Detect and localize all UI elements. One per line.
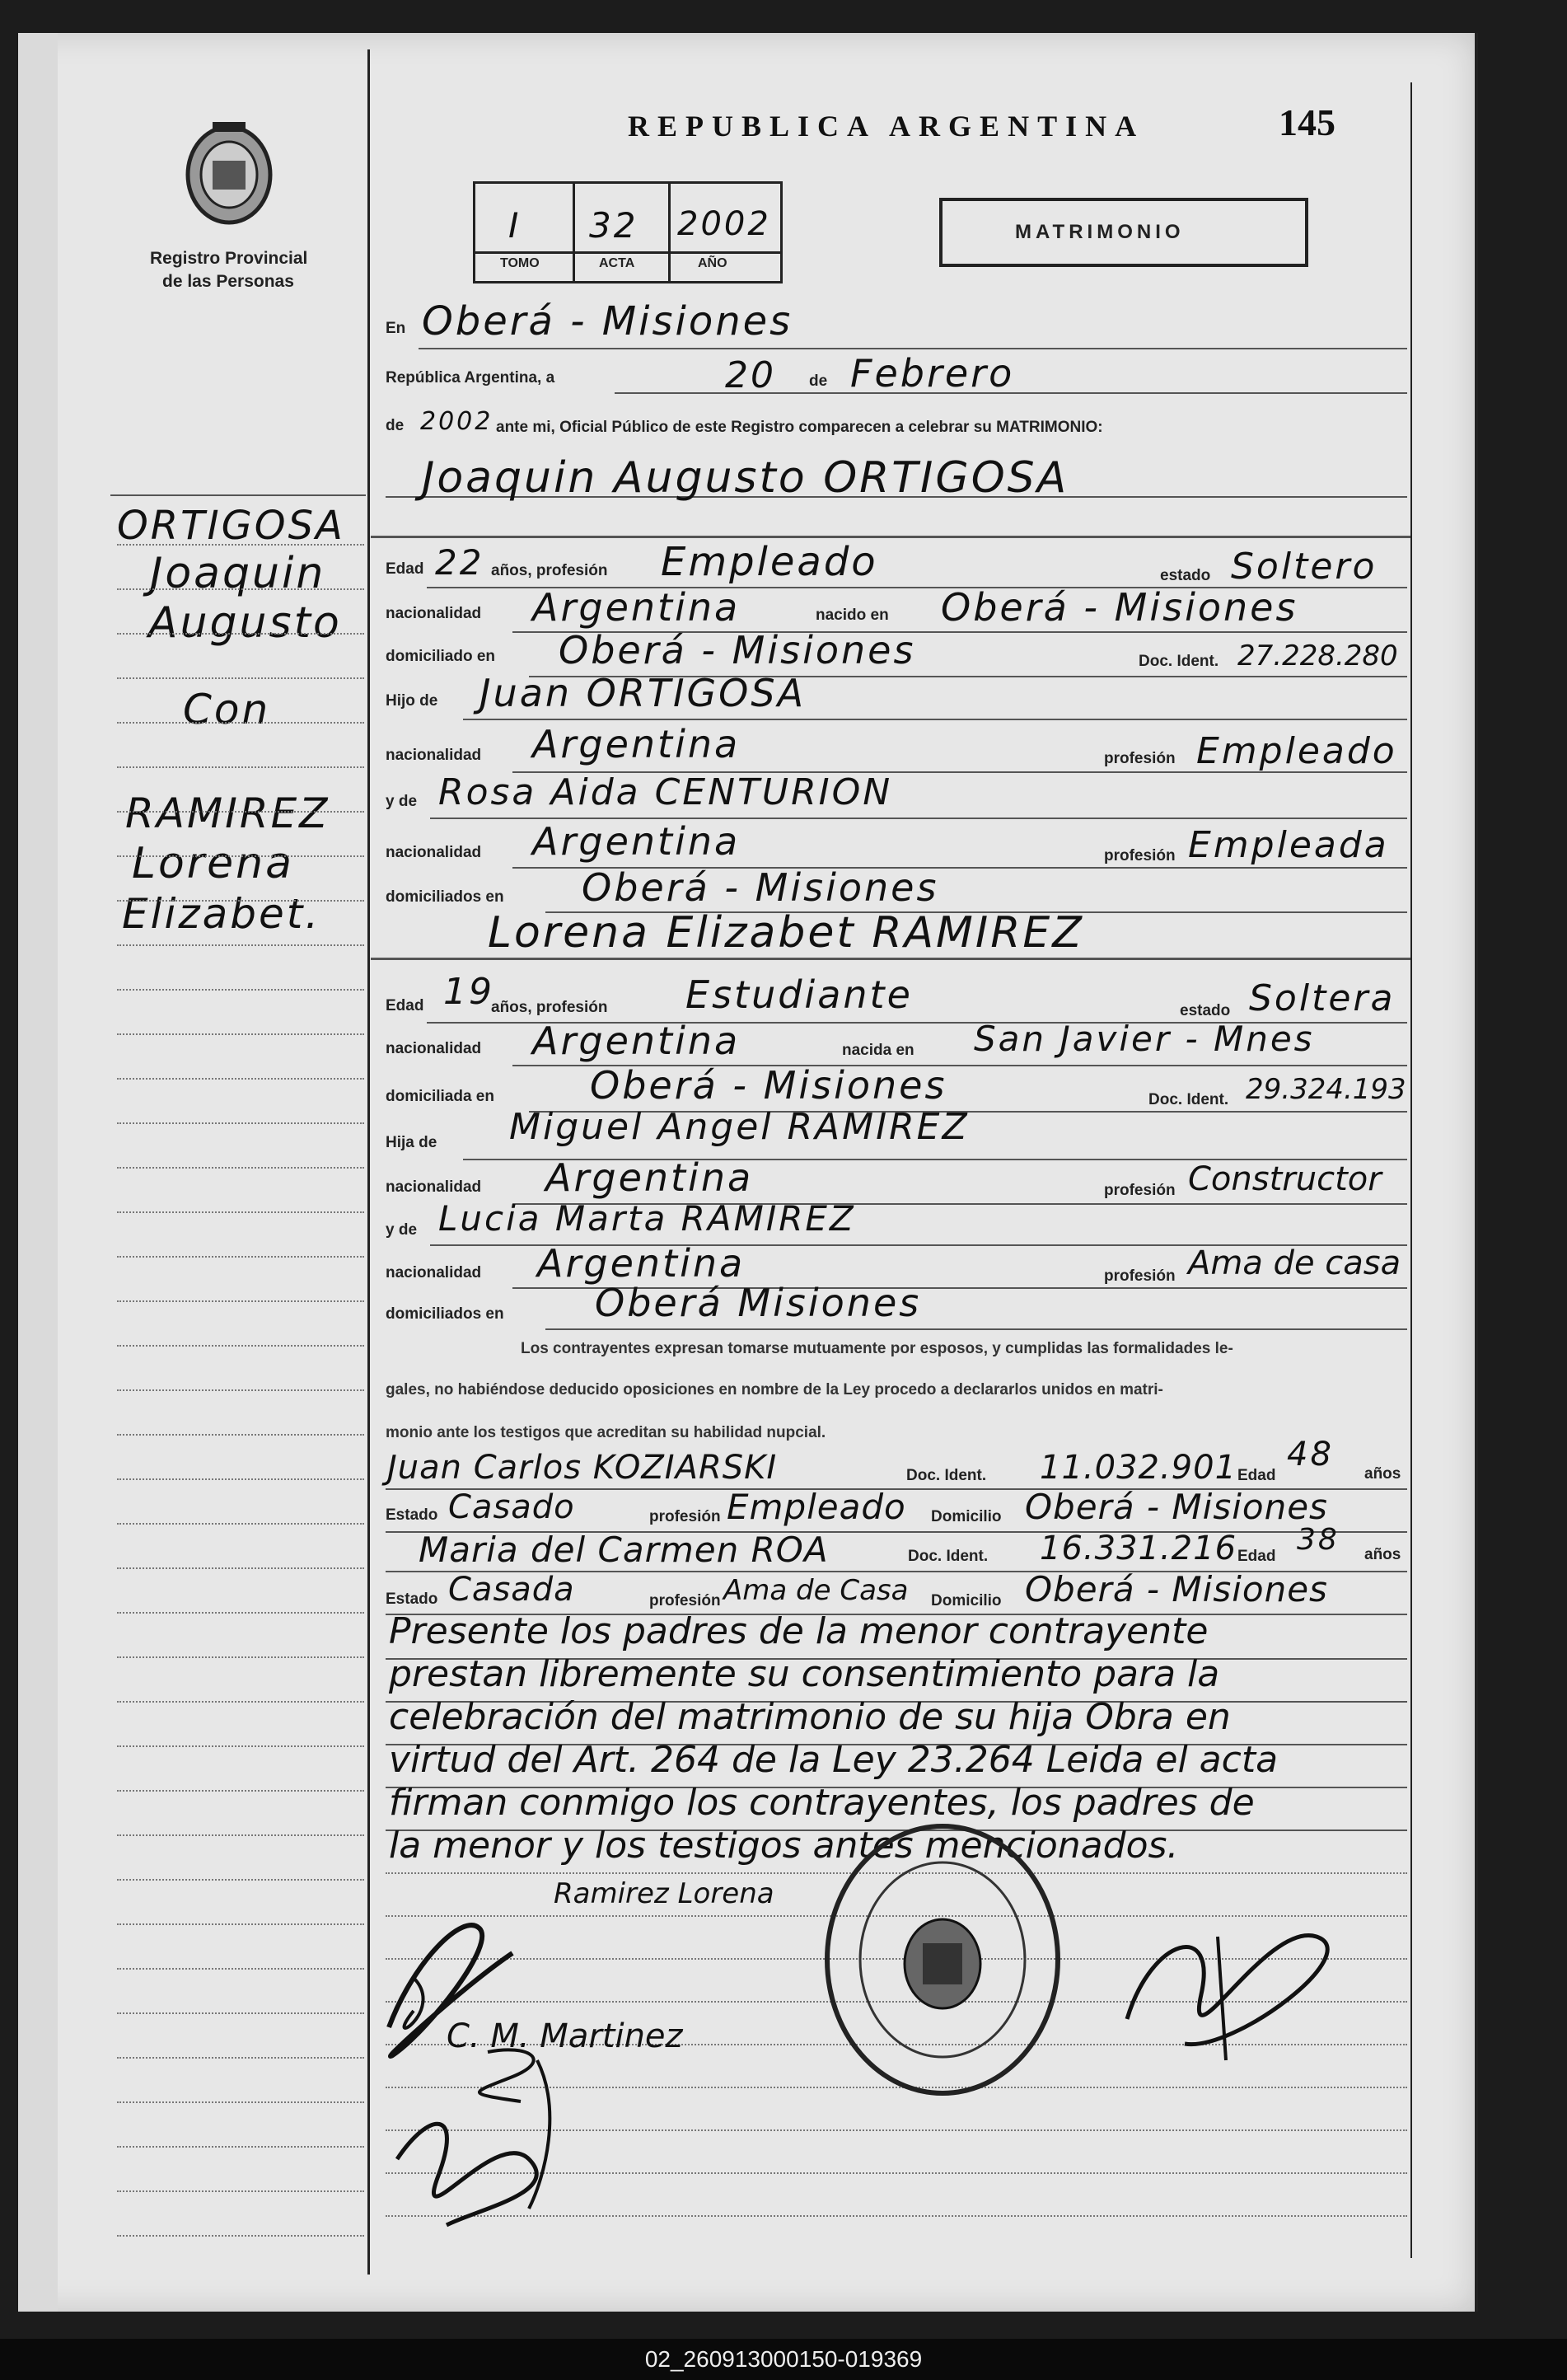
groom-domicile-label: domiciliado en [386, 648, 496, 665]
year-prefix-label: de [386, 417, 405, 434]
bride-domicile: Oberá - Misiones [590, 1063, 947, 1108]
city: Oberá - Misiones [422, 298, 793, 344]
witness2-dom-label: Domicilio [931, 1592, 1002, 1609]
margin-groom-surname: ORTIGOSA [117, 503, 345, 549]
bride-mother-profession: Ama de casa [1188, 1244, 1401, 1282]
groom-status: Soltero [1231, 546, 1378, 588]
margin-con: Con [183, 686, 271, 733]
notes-line4: virtud del Art. 264 de la Ley 23.264 Leida el acta [389, 1739, 1279, 1781]
groom-nationality-label: nacionalidad [386, 605, 482, 622]
margin-bride-name2: Elizabet. [122, 890, 321, 938]
bride-nationality: Argentina [532, 1019, 741, 1063]
ano-label: AÑO [698, 256, 727, 270]
groom-age: 22 [435, 542, 484, 583]
witness1-anos-label: años [1364, 1465, 1401, 1483]
witness1-doc-label: Doc. Ident. [906, 1467, 987, 1484]
bride-domicile-label: domiciliada en [386, 1088, 494, 1105]
acta-label: ACTA [599, 256, 635, 270]
bride-birthplace: San Javier - Mnes [974, 1019, 1315, 1059]
notes-line1: Presente los padres de la menor contrayente [389, 1610, 1209, 1652]
bride-father-profession: Constructor [1188, 1160, 1382, 1198]
en-label: En [386, 320, 406, 337]
de-label: de [809, 372, 828, 390]
day: 20 [725, 354, 776, 396]
bride-father-nationality: Argentina [545, 1155, 754, 1200]
bride-profession: Estudiante [685, 972, 913, 1017]
intro-text: ante mi, Oficial Público de este Registro comparecen a celebrar su MATRIMONIO: [496, 419, 1103, 436]
signature-ramirez: Ramirez Lorena [554, 1877, 774, 1910]
bride-anos-label: años, profesión [491, 999, 608, 1016]
margin-bride-name1: Lorena [132, 839, 294, 888]
notes-line3: celebración del matrimonio de su hija Obra en [389, 1696, 1231, 1738]
republic-title: REPUBLICA ARGENTINA [628, 110, 1145, 143]
witness2-estado-label: Estado [386, 1591, 438, 1608]
document-id-footer: 02_260913000150-019369 [0, 2339, 1567, 2380]
groom-mother-nat-label: nacionalidad [386, 844, 482, 861]
groom-nacido-label: nacido en [816, 607, 889, 624]
bride-mother-nat-label: nacionalidad [386, 1264, 482, 1281]
bride-father-prof-label: profesión [1104, 1182, 1176, 1199]
witness2-doc: 16.331.216 [1040, 1530, 1237, 1567]
page-spine [18, 33, 58, 2312]
official-signature [1102, 1887, 1349, 2077]
bride-nacida-label: nacida en [842, 1042, 914, 1059]
witness1-doc: 11.032.901 [1040, 1449, 1237, 1487]
bride-father: Miguel Angel RAMIREZ [509, 1106, 970, 1148]
notes-line5: firman conmigo los contrayentes, los padres de [389, 1782, 1255, 1824]
bride-yde-label: y de [386, 1221, 418, 1239]
month: Febrero [850, 351, 1015, 396]
bride-full-name: Lorena Elizabet RAMIREZ [488, 908, 1084, 958]
registry-name-line2: de las Personas [162, 272, 294, 291]
witness2-profession: Ama de Casa [723, 1574, 909, 1607]
margin-groom-name1: Joaquin [150, 549, 326, 598]
groom-mother: Rosa Aida CENTURION [438, 771, 893, 813]
republica-label: República Argentina, a [386, 369, 555, 387]
year-value: 2002 [420, 407, 493, 436]
groom-mother-profession: Empleada [1188, 824, 1389, 866]
bride-parents-dom-label: domiciliados en [386, 1305, 504, 1323]
groom-doc-label: Doc. Ident. [1139, 653, 1219, 670]
groom-birthplace: Oberá - Misiones [941, 585, 1298, 630]
groom-father: Juan ORTIGOSA [479, 671, 807, 715]
witness2-age: 38 [1297, 1523, 1340, 1557]
witness1-prof-label: profesión [649, 1508, 721, 1525]
bride-estado-label: estado [1180, 1002, 1231, 1019]
signatures-scribble [364, 1862, 578, 2242]
groom-hijo-label: Hijo de [386, 692, 438, 710]
record-type: MATRIMONIO [1015, 221, 1185, 243]
bride-status: Soltera [1249, 977, 1396, 1019]
bride-mother: Lucia Marta RAMIREZ [438, 1198, 856, 1239]
groom-yde-label: y de [386, 793, 418, 810]
acta-value: 32 [589, 205, 638, 246]
witness2-anos-label: años [1364, 1546, 1401, 1563]
groom-profession: Empleado [661, 539, 878, 585]
witness1-status: Casado [448, 1488, 575, 1526]
registry-seal-icon [819, 1820, 1066, 2100]
witness1-age: 48 [1287, 1436, 1334, 1473]
record-type-box [939, 198, 1308, 267]
bride-doc-label: Doc. Ident. [1148, 1091, 1229, 1108]
bride-mother-prof-label: profesión [1104, 1267, 1176, 1285]
groom-father-nat-label: nacionalidad [386, 747, 482, 764]
bride-parents-domicile: Oberá Misiones [595, 1281, 922, 1325]
margin-bride-surname: RAMIREZ [125, 789, 330, 837]
bride-doc: 29.324.193 [1246, 1073, 1406, 1106]
volume-record-table [473, 181, 783, 283]
notes-line6: la menor y los testigos antes mencionados. [389, 1825, 1179, 1867]
witness2-status: Casada [448, 1571, 575, 1609]
groom-parents-dom-label: domiciliados en [386, 888, 504, 906]
bride-father-nat-label: nacionalidad [386, 1178, 482, 1196]
notes-line2: prestan libremente su consentimiento para la [389, 1653, 1220, 1695]
groom-edad-label: Edad [386, 560, 424, 578]
register-page [18, 33, 1478, 2312]
tomo-value: I [508, 205, 522, 246]
groom-father-prof-label: profesión [1104, 750, 1176, 767]
declaration-line1: Los contrayentes expresan tomarse mutuamente por esposos, y cumplidas las formalidades le- [521, 1340, 1233, 1357]
groom-estado-label: estado [1160, 567, 1211, 584]
bride-hija-label: Hija de [386, 1134, 437, 1151]
witness1-domicile: Oberá - Misiones [1025, 1487, 1328, 1527]
witness2-name: Maria del Carmen ROA [419, 1530, 829, 1570]
signature-martinez: C. M. Martinez [447, 2017, 683, 2055]
declaration-line3: monio ante los testigos que acreditan su habilidad nupcial. [386, 1424, 826, 1441]
declaration-line2: gales, no habiéndose deducido oposiciones en nombre de la Ley procedo a declararlos unidos en matri- [386, 1381, 1163, 1398]
groom-mother-prof-label: profesión [1104, 847, 1176, 864]
bride-edad-label: Edad [386, 997, 424, 1014]
witness2-prof-label: profesión [649, 1592, 721, 1609]
right-border [1410, 82, 1412, 2258]
groom-anos-label: años, profesión [491, 562, 608, 579]
groom-domicile: Oberá - Misiones [559, 628, 916, 672]
witness1-dom-label: Domicilio [931, 1508, 1002, 1525]
ano-value: 2002 [677, 205, 771, 243]
bride-mother-nationality: Argentina [537, 1241, 746, 1286]
witness2-edad-label: Edad [1237, 1548, 1276, 1565]
witness1-estado-label: Estado [386, 1506, 438, 1524]
tomo-label: TOMO [500, 256, 540, 270]
coat-of-arms-icon [180, 115, 278, 231]
bride-age: 19 [443, 971, 494, 1013]
witness1-name: Juan Carlos KOZIARSKI [387, 1449, 778, 1487]
groom-mother-nationality: Argentina [532, 819, 741, 864]
groom-doc: 27.228.280 [1237, 640, 1398, 672]
registry-name-line1: Registro Provincial [150, 249, 308, 268]
page-number: 145 [1279, 101, 1335, 143]
groom-father-profession: Empleado [1196, 730, 1397, 772]
witness2-doc-label: Doc. Ident. [908, 1548, 989, 1565]
groom-father-nationality: Argentina [532, 722, 741, 766]
witness1-profession: Empleado [727, 1487, 906, 1527]
groom-full-name: Joaquin Augusto ORTIGOSA [422, 453, 1069, 503]
margin-groom-name2: Augusto [148, 598, 342, 648]
groom-parents-domicile: Oberá - Misiones [582, 865, 939, 910]
bride-nationality-label: nacionalidad [386, 1040, 482, 1057]
witness1-edad-label: Edad [1237, 1467, 1276, 1484]
witness2-domicile: Oberá - Misiones [1025, 1569, 1328, 1609]
groom-nationality: Argentina [532, 585, 741, 630]
